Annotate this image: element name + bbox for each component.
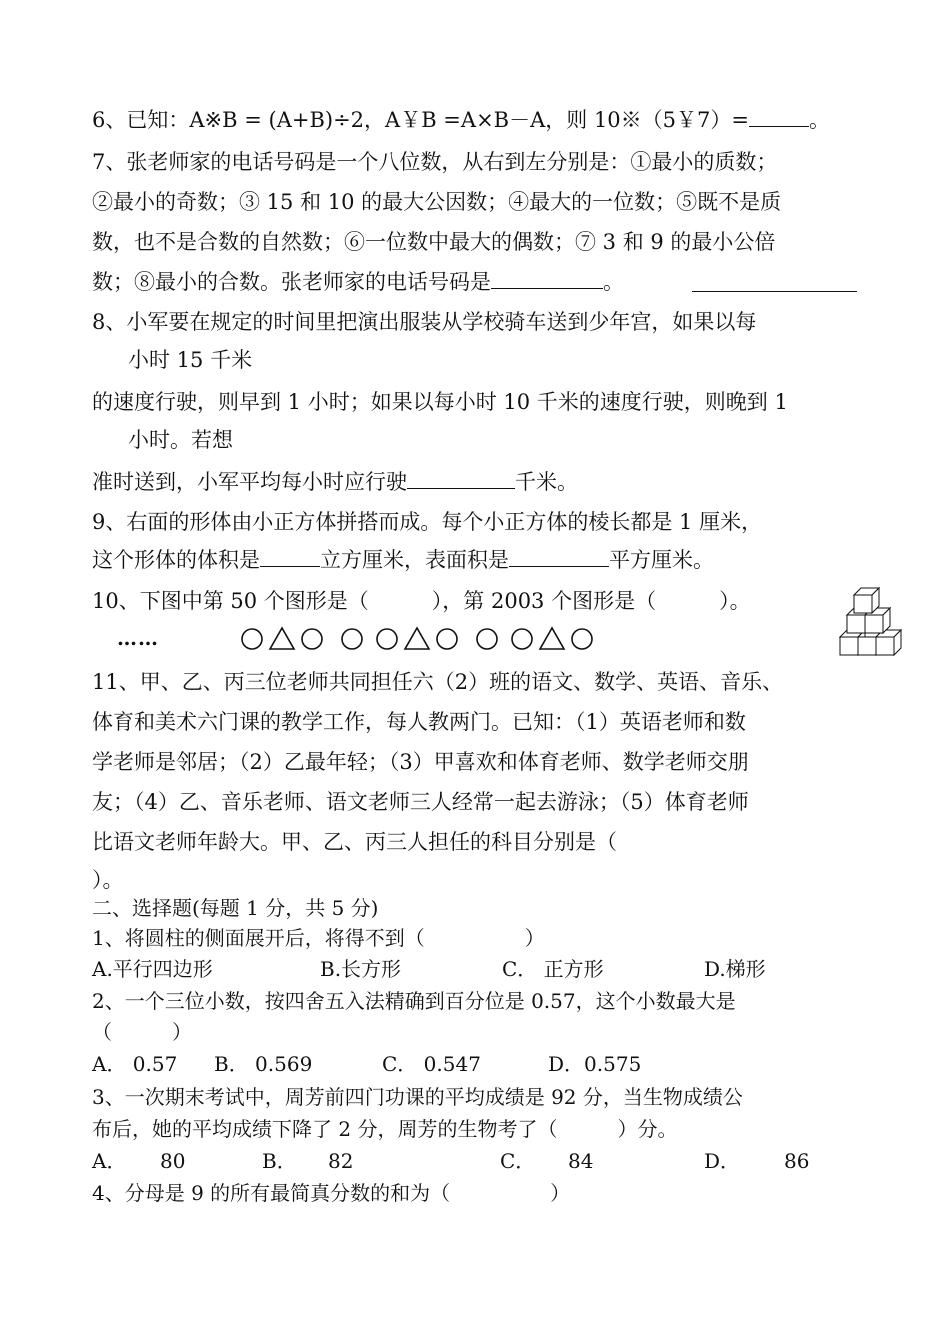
q6-end: 。	[808, 108, 830, 132]
q9-surface-unit: 平方厘米。	[609, 548, 714, 572]
c3-question: 3、一次期末考试中，周芳前四门功课的平均成绩是 92 分，当生物成绩公	[92, 1085, 743, 1109]
q7-answer-blank[interactable]	[491, 270, 603, 289]
q9-line-2	[92, 546, 714, 574]
cube-face	[858, 637, 876, 655]
q10-ellipsis: ……	[117, 626, 159, 650]
cube-face	[847, 615, 865, 633]
q6-line	[92, 106, 830, 134]
cube-face	[840, 637, 858, 655]
c3-option-a-letter[interactable]: A．	[92, 1149, 127, 1173]
q9-line-2-text: 这个形体的体积是	[92, 548, 260, 572]
sequence-circle	[242, 629, 262, 649]
q9-volume-blank[interactable]	[260, 548, 320, 567]
sequence-circle	[512, 629, 532, 649]
q6-text: 6、已知：A※B = (A+B)÷2，A￥B =A×B－A，则 10※（5￥7）=	[92, 108, 749, 132]
q8-line-2: 小时 15 千米	[128, 348, 253, 372]
q8-answer-blank[interactable]	[407, 470, 515, 489]
c3-option-b-letter[interactable]: B．	[262, 1149, 297, 1173]
sequence-circle	[342, 629, 362, 649]
q11-line-2: 体育和美术六门课的教学工作，每人教两门。已知：（1）英语老师和数	[92, 710, 746, 734]
q9-volume-unit: 立方厘米，表面积是	[320, 548, 509, 572]
q11-line-6: ）。	[92, 868, 124, 892]
c3-option-d-letter[interactable]: D．	[704, 1149, 741, 1173]
c4-question: 4、分母是 9 的所有最简真分数的和为（ ）	[92, 1181, 571, 1205]
q8-unit: 千米。	[515, 470, 578, 494]
q11-line-5: 比语文老师年龄大。甲、乙、丙三人担任的科目分别是（	[92, 830, 617, 854]
cube-face	[854, 595, 872, 613]
q8-line-4: 小时。若想	[128, 428, 233, 452]
cube-face	[865, 615, 883, 633]
q8-line-3: 的速度行驶，则早到 1 小时；如果以每小时 10 千米的速度行驶，则晚到 1	[92, 390, 788, 414]
q9-line-1: 9、右面的形体由小正方体拼搭而成。每个小正方体的棱长都是 1 厘米，	[92, 510, 763, 534]
q7-line-4	[92, 268, 624, 296]
c1-option-c[interactable]: C． 正方形	[502, 957, 604, 981]
cube-stack-figure	[828, 585, 912, 667]
q10-line: 10、下图中第 50 个图形是（ ），第 2003 个图形是（ ）。	[92, 589, 751, 613]
cube-face	[876, 637, 894, 655]
section-2-title: 二、选择题(每题 1 分，共 5 分)	[92, 896, 379, 920]
c1-option-b[interactable]: B.长方形	[320, 957, 402, 981]
c1-option-d[interactable]: D.梯形	[704, 957, 766, 981]
c2-question: 2、一个三位小数，按四舍五入法精确到百分位是 0.57，这个小数最大是	[92, 989, 736, 1013]
c2-option-a[interactable]: A． 0.57	[92, 1052, 178, 1076]
q8-line-5-text: 准时送到，小军平均每小时应行驶	[92, 470, 407, 494]
c3-option-d-value[interactable]: 86	[784, 1149, 810, 1173]
q7-end: 。	[603, 270, 624, 294]
c1-question: 1、将圆柱的侧面展开后，将得不到（ ）	[92, 926, 545, 950]
sequence-triangle	[405, 628, 429, 649]
q7-line-4-text: 数；⑧最小的合数。张老师家的电话号码是	[92, 270, 491, 294]
c3-option-b-value[interactable]: 82	[328, 1149, 354, 1173]
sequence-circle	[377, 629, 397, 649]
q10-shapes-svg	[117, 624, 597, 654]
q6-answer-blank[interactable]	[749, 108, 809, 127]
c2-question-cont: （ ）	[92, 1020, 192, 1044]
q8-line-5	[92, 468, 578, 496]
c2-option-b[interactable]: B． 0.569	[214, 1052, 313, 1076]
c1-option-a[interactable]: A.平行四边形	[92, 957, 213, 981]
sequence-circle	[477, 629, 497, 649]
q7-line-3: 数，也不是合数的自然数；⑥一位数中最大的偶数；⑦ 3 和 9 的最小公倍	[92, 230, 776, 254]
c2-option-d[interactable]: D．0.575	[548, 1052, 642, 1076]
q10-shape-sequence	[117, 624, 597, 654]
q11-line-4: 友；（4）乙、音乐老师、语文老师三人经常一起去游泳；（5）体育老师	[92, 790, 749, 814]
c3-option-a-value[interactable]: 80	[160, 1149, 186, 1173]
c3-question-cont: 布后，她的平均成绩下降了 2 分，周芳的生物考了（ ）分。	[92, 1117, 678, 1141]
c3-option-c-value[interactable]: 84	[568, 1149, 594, 1173]
sequence-circle	[572, 629, 592, 649]
sequence-triangle	[270, 628, 294, 649]
q11-line-1: 11、甲、乙、丙三位老师共同担任六（2）班的语文、数学、英语、音乐、	[92, 670, 784, 694]
q9-surface-blank[interactable]	[509, 548, 609, 567]
sequence-circle	[302, 629, 322, 649]
sequence-circle	[437, 629, 457, 649]
sequence-triangle	[540, 628, 564, 649]
c2-option-c[interactable]: C． 0.547	[382, 1052, 481, 1076]
q8-line-1: 8、小军要在规定的时间里把演出服装从学校骑车送到少年宫，如果以每	[92, 310, 757, 334]
q11-line-3: 学老师是邻居；（2）乙最年轻；（3）甲喜欢和体育老师、数学老师交朋	[92, 750, 749, 774]
q7-line-1: 7、张老师家的电话号码是一个八位数，从右到左分别是：①最小的质数；	[92, 150, 778, 174]
q7-extra-line	[692, 291, 857, 292]
c3-option-c-letter[interactable]: C．	[500, 1149, 536, 1173]
q7-line-2: ②最小的奇数；③ 15 和 10 的最大公因数；④最大的一位数；⑤既不是质	[92, 190, 782, 214]
